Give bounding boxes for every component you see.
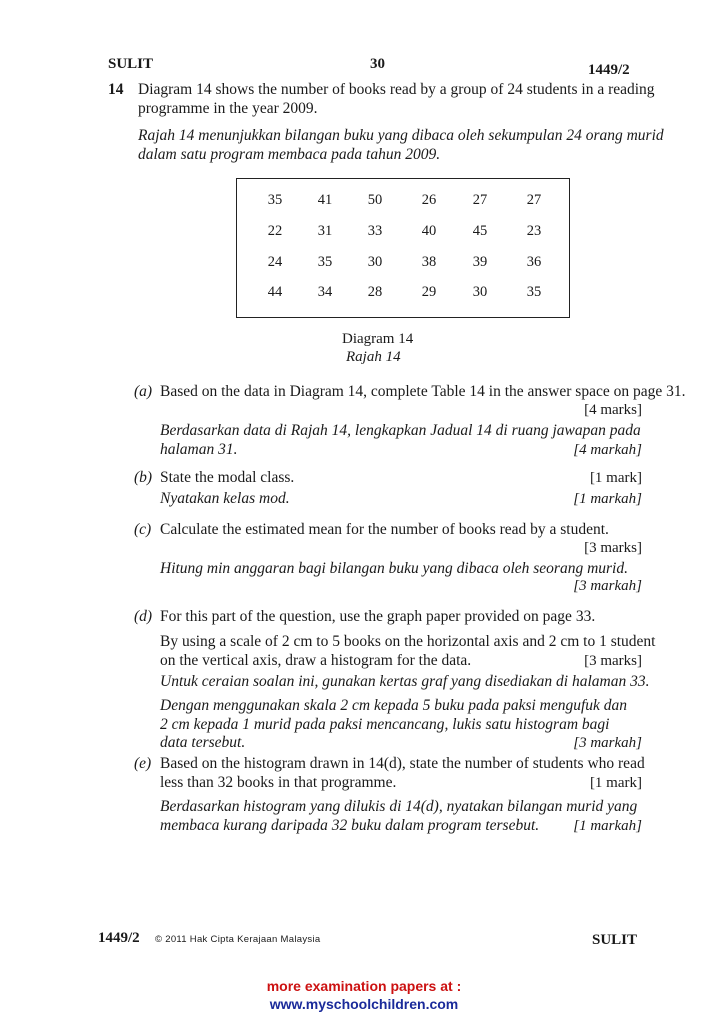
data-cell: 34 <box>317 284 333 300</box>
part-e-en-line-2: less than 32 books in that programme. <box>160 774 397 791</box>
part-d-en-line-3: on the vertical axis, draw a histogram for the data. <box>160 652 472 669</box>
part-a-en-marks: [4 marks] <box>584 402 642 418</box>
data-cell: 23 <box>526 223 542 239</box>
part-d-label: (d) <box>134 608 153 625</box>
data-cell: 29 <box>421 284 437 300</box>
data-cell: 27 <box>472 192 488 208</box>
data-cell: 36 <box>526 254 542 270</box>
part-a-ms-line-2: halaman 31. <box>160 441 238 458</box>
part-c-label: (c) <box>134 521 152 538</box>
part-c-en-marks: [3 marks] <box>584 540 642 556</box>
page-number: 30 <box>370 56 385 72</box>
part-b-en-marks: [1 mark] <box>589 470 642 486</box>
data-cell: 30 <box>472 284 488 300</box>
part-d-en-marks: [3 marks] <box>584 653 642 669</box>
data-cell: 26 <box>421 192 437 208</box>
data-cell: 45 <box>472 223 488 239</box>
data-cell: 27 <box>526 192 542 208</box>
promo-line-1: more examination papers at : <box>266 978 462 994</box>
data-cell: 35 <box>317 254 333 270</box>
part-e-label: (e) <box>134 755 152 772</box>
part-e-ms-line-1: Berdasarkan histogram yang dilukis di 14(d), nyatakan bilangan murid yang <box>160 798 638 815</box>
data-cell: 30 <box>367 254 383 270</box>
intro-en-line-1: Diagram 14 shows the number of books read by a group of 24 students in a reading <box>138 81 655 98</box>
data-cell: 31 <box>317 223 333 239</box>
part-d-en-line-1: For this part of the question, use the graph paper provided on page 33. <box>160 608 596 625</box>
part-d-ms-line-2: Dengan menggunakan skala 2 cm kepada 5 buku pada paksi mengufuk dan <box>160 697 628 714</box>
data-cell: 38 <box>421 254 437 270</box>
part-a-ms-marks: [4 markah] <box>573 442 642 458</box>
data-table <box>236 178 570 318</box>
part-a-label: (a) <box>134 383 153 400</box>
promo-link[interactable]: www.myschoolchildren.com <box>269 996 459 1012</box>
part-b-en: State the modal class. <box>160 469 295 486</box>
part-d-ms-marks: [3 markah] <box>573 735 642 751</box>
part-b-label: (b) <box>134 469 153 486</box>
data-cell: 40 <box>421 223 437 239</box>
data-cell: 44 <box>267 284 283 300</box>
data-cell: 41 <box>317 192 333 208</box>
part-d-ms-line-3: 2 cm kepada 1 murid pada paksi mencancang, lukis satu histogram bagi <box>160 716 610 733</box>
part-b-ms-marks: [1 markah] <box>573 491 642 507</box>
question-number: 14 <box>108 81 124 98</box>
data-cell: 35 <box>267 192 283 208</box>
part-a-en: Based on the data in Diagram 14, complete Table 14 in the answer space on page 31. <box>160 383 686 400</box>
data-cell: 39 <box>472 254 488 270</box>
part-c-ms-marks: [3 markah] <box>573 578 642 594</box>
intro-ms-line-2: dalam satu program membaca pada tahun 2009. <box>138 146 441 163</box>
data-cell: 50 <box>367 192 383 208</box>
footer-copyright: © 2011 Hak Cipta Kerajaan Malaysia <box>155 934 321 945</box>
part-d-ms-line-1: Untuk ceraian soalan ini, gunakan kertas graf yang disediakan di halaman 33. <box>160 673 650 690</box>
part-e-en-marks: [1 mark] <box>589 775 642 791</box>
part-a-ms-line-1: Berdasarkan data di Rajah 14, lengkapkan Jadual 14 di ruang jawapan pada <box>160 422 641 439</box>
part-d-en-line-2: By using a scale of 2 cm to 5 books on the horizontal axis and 2 cm to 1 student <box>160 633 656 650</box>
part-e-ms-line-2: membaca kurang daripada 32 buku dalam program tersebut. <box>160 817 540 834</box>
intro-ms-line-1: Rajah 14 menunjukkan bilangan buku yang dibaca oleh sekumpulan 24 orang murid <box>138 127 664 144</box>
paper-code: 1449/2 <box>588 62 630 78</box>
diagram-caption-ms: Rajah 14 <box>346 349 401 365</box>
part-c-en: Calculate the estimated mean for the number of books read by a student. <box>160 521 609 538</box>
data-cell: 33 <box>367 223 383 239</box>
part-e-ms-marks: [1 markah] <box>573 818 642 834</box>
data-cell: 22 <box>267 223 283 239</box>
data-cell: 28 <box>367 284 383 300</box>
footer-right: SULIT <box>592 932 638 948</box>
part-e-en-line-1: Based on the histogram drawn in 14(d), state the number of students who read <box>160 755 645 772</box>
data-cell: 35 <box>526 284 542 300</box>
part-d-ms-line-4: data tersebut. <box>160 734 246 751</box>
header-left: SULIT <box>108 56 154 72</box>
footer-code: 1449/2 <box>98 930 140 946</box>
part-c-ms: Hitung min anggaran bagi bilangan buku yang dibaca oleh seorang murid. <box>160 560 628 577</box>
part-b-ms: Nyatakan kelas mod. <box>160 490 290 507</box>
diagram-caption-en: Diagram 14 <box>342 331 414 347</box>
intro-en-line-2: programme in the year 2009. <box>138 100 318 117</box>
data-cell: 24 <box>267 254 283 270</box>
